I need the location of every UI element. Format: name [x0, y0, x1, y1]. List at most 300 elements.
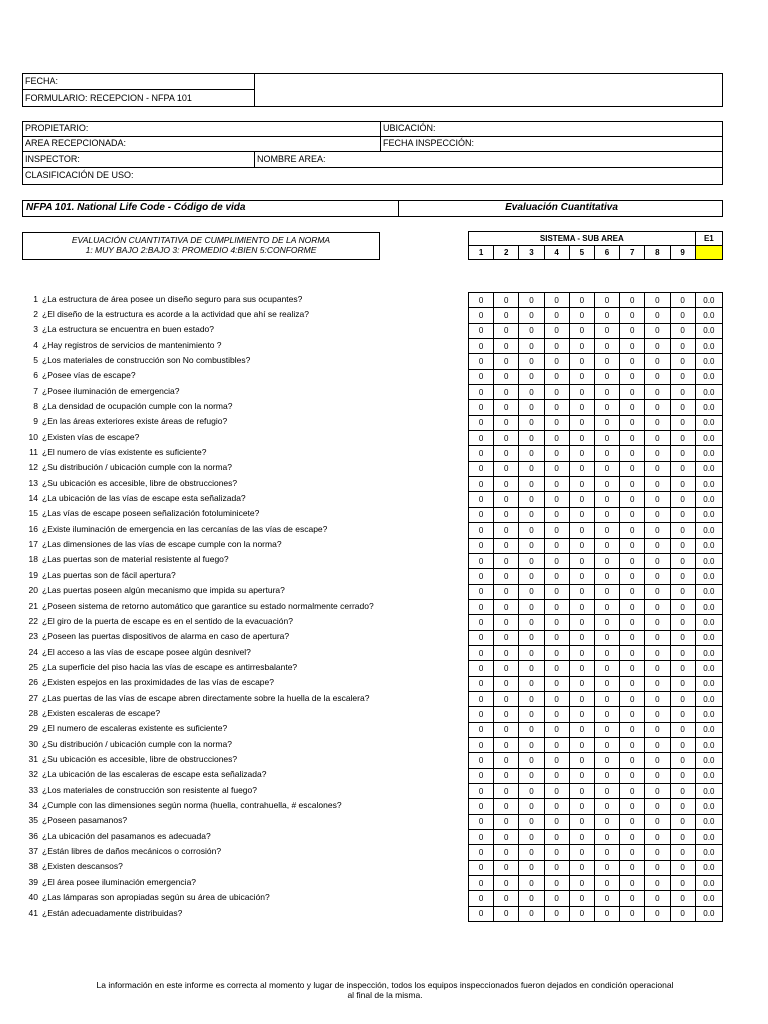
score-cell[interactable]: 0: [645, 308, 670, 323]
score-cell[interactable]: 0: [544, 477, 569, 492]
score-cell[interactable]: 0: [569, 308, 594, 323]
score-cell[interactable]: 0: [494, 814, 519, 829]
score-cell[interactable]: 0: [519, 891, 544, 906]
score-cell[interactable]: 0: [469, 845, 494, 860]
score-cell[interactable]: 0: [544, 845, 569, 860]
score-cell[interactable]: 0: [569, 599, 594, 614]
score-cell[interactable]: 0: [569, 323, 594, 338]
score-cell[interactable]: 0: [594, 584, 619, 599]
score-cell[interactable]: 0: [645, 691, 670, 706]
score-cell[interactable]: 0: [670, 569, 695, 584]
score-cell[interactable]: 0: [594, 676, 619, 691]
score-cell[interactable]: 0: [645, 385, 670, 400]
score-cell[interactable]: 0: [645, 722, 670, 737]
score-cell[interactable]: 0: [645, 415, 670, 430]
score-cell[interactable]: 0: [594, 615, 619, 630]
score-cell[interactable]: 0: [544, 876, 569, 891]
score-cell[interactable]: 0: [469, 630, 494, 645]
score-cell[interactable]: 0: [620, 891, 645, 906]
score-cell[interactable]: 0: [469, 369, 494, 384]
score-cell[interactable]: 0: [569, 784, 594, 799]
score-cell[interactable]: 0: [494, 323, 519, 338]
score-cell[interactable]: 0: [494, 308, 519, 323]
score-cell[interactable]: 0: [645, 707, 670, 722]
score-cell[interactable]: 0: [620, 753, 645, 768]
score-cell[interactable]: 0: [670, 339, 695, 354]
score-cell[interactable]: 0: [519, 860, 544, 875]
score-cell[interactable]: 0: [670, 876, 695, 891]
score-cell[interactable]: 0: [469, 339, 494, 354]
score-cell[interactable]: 0: [620, 722, 645, 737]
score-cell[interactable]: 0: [620, 461, 645, 476]
score-cell[interactable]: 0: [469, 385, 494, 400]
score-cell[interactable]: 0: [670, 308, 695, 323]
score-cell[interactable]: 0: [494, 553, 519, 568]
score-cell[interactable]: 0: [519, 753, 544, 768]
score-cell[interactable]: 0: [494, 599, 519, 614]
score-cell[interactable]: 0: [519, 507, 544, 522]
score-cell[interactable]: 0: [519, 830, 544, 845]
score-cell[interactable]: 0: [544, 415, 569, 430]
score-cell[interactable]: 0: [594, 630, 619, 645]
score-cell[interactable]: 0: [645, 860, 670, 875]
score-cell[interactable]: 0: [594, 523, 619, 538]
score-cell[interactable]: 0: [494, 538, 519, 553]
score-cell[interactable]: 0: [519, 845, 544, 860]
score-cell[interactable]: 0: [645, 676, 670, 691]
score-cell[interactable]: 0: [569, 860, 594, 875]
score-cell[interactable]: 0: [544, 691, 569, 706]
score-cell[interactable]: 0: [519, 645, 544, 660]
score-cell[interactable]: 0: [494, 784, 519, 799]
score-cell[interactable]: 0: [494, 400, 519, 415]
score-cell[interactable]: 0: [620, 661, 645, 676]
score-cell[interactable]: 0: [670, 661, 695, 676]
score-cell[interactable]: 0: [569, 891, 594, 906]
score-cell[interactable]: 0: [494, 799, 519, 814]
score-cell[interactable]: 0: [670, 830, 695, 845]
score-cell[interactable]: 0: [569, 507, 594, 522]
score-cell[interactable]: 0: [494, 691, 519, 706]
score-cell[interactable]: 0: [494, 492, 519, 507]
score-cell[interactable]: 0: [620, 415, 645, 430]
score-cell[interactable]: 0: [620, 523, 645, 538]
score-cell[interactable]: 0: [569, 691, 594, 706]
score-cell[interactable]: 0: [519, 722, 544, 737]
score-cell[interactable]: 0: [594, 860, 619, 875]
score-cell[interactable]: 0: [670, 461, 695, 476]
score-cell[interactable]: 0: [670, 799, 695, 814]
score-cell[interactable]: 0: [594, 737, 619, 752]
score-cell[interactable]: 0: [469, 538, 494, 553]
score-cell[interactable]: 0: [594, 784, 619, 799]
score-cell[interactable]: 0: [494, 385, 519, 400]
score-cell[interactable]: 0: [544, 323, 569, 338]
score-cell[interactable]: 0: [670, 676, 695, 691]
score-cell[interactable]: 0: [494, 446, 519, 461]
score-cell[interactable]: 0: [544, 737, 569, 752]
score-cell[interactable]: 0: [494, 768, 519, 783]
score-cell[interactable]: 0: [494, 507, 519, 522]
score-cell[interactable]: 0: [544, 492, 569, 507]
score-cell[interactable]: 0: [469, 876, 494, 891]
score-cell[interactable]: 0: [494, 477, 519, 492]
score-cell[interactable]: 0: [469, 523, 494, 538]
score-cell[interactable]: 0: [494, 860, 519, 875]
score-cell[interactable]: 0: [620, 553, 645, 568]
score-cell[interactable]: 0: [569, 845, 594, 860]
score-cell[interactable]: 0: [645, 661, 670, 676]
score-cell[interactable]: 0: [594, 293, 619, 308]
score-cell[interactable]: 0: [494, 830, 519, 845]
score-cell[interactable]: 0: [519, 768, 544, 783]
score-cell[interactable]: 0: [594, 461, 619, 476]
score-cell[interactable]: 0: [544, 400, 569, 415]
score-cell[interactable]: 0: [620, 645, 645, 660]
score-cell[interactable]: 0: [494, 584, 519, 599]
score-cell[interactable]: 0: [670, 645, 695, 660]
score-cell[interactable]: 0: [519, 369, 544, 384]
score-cell[interactable]: 0: [494, 431, 519, 446]
score-cell[interactable]: 0: [469, 753, 494, 768]
score-cell[interactable]: 0: [645, 753, 670, 768]
score-cell[interactable]: 0: [494, 737, 519, 752]
score-cell[interactable]: 0: [569, 431, 594, 446]
score-cell[interactable]: 0: [519, 492, 544, 507]
score-cell[interactable]: 0: [569, 400, 594, 415]
score-cell[interactable]: 0: [645, 799, 670, 814]
score-cell[interactable]: 0: [670, 630, 695, 645]
score-cell[interactable]: 0: [594, 707, 619, 722]
score-cell[interactable]: 0: [569, 615, 594, 630]
score-cell[interactable]: 0: [594, 339, 619, 354]
score-cell[interactable]: 0: [469, 293, 494, 308]
score-cell[interactable]: 0: [620, 339, 645, 354]
score-cell[interactable]: 0: [469, 599, 494, 614]
score-cell[interactable]: 0: [469, 323, 494, 338]
score-cell[interactable]: 0: [519, 691, 544, 706]
score-cell[interactable]: 0: [569, 538, 594, 553]
score-cell[interactable]: 0: [494, 906, 519, 921]
score-cell[interactable]: 0: [620, 400, 645, 415]
score-cell[interactable]: 0: [620, 707, 645, 722]
score-cell[interactable]: 0: [519, 906, 544, 921]
score-cell[interactable]: 0: [670, 845, 695, 860]
score-cell[interactable]: 0: [645, 569, 670, 584]
score-cell[interactable]: 0: [469, 737, 494, 752]
score-cell[interactable]: 0: [620, 845, 645, 860]
score-cell[interactable]: 0: [569, 906, 594, 921]
score-cell[interactable]: 0: [469, 830, 494, 845]
score-cell[interactable]: 0: [469, 814, 494, 829]
score-cell[interactable]: 0: [519, 308, 544, 323]
score-cell[interactable]: 0: [494, 293, 519, 308]
score-cell[interactable]: 0: [544, 461, 569, 476]
score-cell[interactable]: 0: [469, 799, 494, 814]
score-cell[interactable]: 0: [620, 369, 645, 384]
score-cell[interactable]: 0: [519, 354, 544, 369]
score-cell[interactable]: 0: [494, 630, 519, 645]
score-cell[interactable]: 0: [494, 661, 519, 676]
score-cell[interactable]: 0: [620, 507, 645, 522]
score-cell[interactable]: 0: [645, 599, 670, 614]
score-cell[interactable]: 0: [620, 584, 645, 599]
score-cell[interactable]: 0: [544, 385, 569, 400]
score-cell[interactable]: 0: [569, 876, 594, 891]
score-cell[interactable]: 0: [494, 753, 519, 768]
score-cell[interactable]: 0: [494, 339, 519, 354]
score-cell[interactable]: 0: [519, 784, 544, 799]
score-cell[interactable]: 0: [645, 630, 670, 645]
score-cell[interactable]: 0: [569, 707, 594, 722]
score-cell[interactable]: 0: [670, 385, 695, 400]
score-cell[interactable]: 0: [469, 584, 494, 599]
score-cell[interactable]: 0: [469, 507, 494, 522]
score-cell[interactable]: 0: [544, 753, 569, 768]
score-cell[interactable]: 0: [569, 446, 594, 461]
score-cell[interactable]: 0: [645, 538, 670, 553]
score-cell[interactable]: 0: [670, 431, 695, 446]
score-cell[interactable]: 0: [469, 615, 494, 630]
score-cell[interactable]: 0: [569, 293, 594, 308]
score-cell[interactable]: 0: [569, 676, 594, 691]
score-cell[interactable]: 0: [569, 523, 594, 538]
score-cell[interactable]: 0: [494, 523, 519, 538]
score-cell[interactable]: 0: [670, 553, 695, 568]
score-cell[interactable]: 0: [645, 584, 670, 599]
score-cell[interactable]: 0: [544, 615, 569, 630]
score-cell[interactable]: 0: [594, 415, 619, 430]
score-cell[interactable]: 0: [620, 477, 645, 492]
score-cell[interactable]: 0: [569, 477, 594, 492]
score-cell[interactable]: 0: [494, 722, 519, 737]
score-cell[interactable]: 0: [670, 400, 695, 415]
score-cell[interactable]: 0: [569, 354, 594, 369]
score-cell[interactable]: 0: [544, 768, 569, 783]
score-cell[interactable]: 0: [569, 415, 594, 430]
score-cell[interactable]: 0: [670, 538, 695, 553]
score-cell[interactable]: 0: [670, 891, 695, 906]
score-cell[interactable]: 0: [569, 584, 594, 599]
score-cell[interactable]: 0: [670, 415, 695, 430]
score-cell[interactable]: 0: [645, 768, 670, 783]
score-cell[interactable]: 0: [544, 599, 569, 614]
score-cell[interactable]: 0: [670, 584, 695, 599]
score-cell[interactable]: 0: [544, 569, 569, 584]
score-cell[interactable]: 0: [645, 339, 670, 354]
score-cell[interactable]: 0: [494, 845, 519, 860]
score-cell[interactable]: 0: [620, 830, 645, 845]
score-cell[interactable]: 0: [670, 369, 695, 384]
score-cell[interactable]: 0: [544, 630, 569, 645]
score-cell[interactable]: 0: [519, 876, 544, 891]
score-cell[interactable]: 0: [670, 691, 695, 706]
score-cell[interactable]: 0: [594, 569, 619, 584]
score-cell[interactable]: 0: [469, 691, 494, 706]
score-cell[interactable]: 0: [544, 799, 569, 814]
score-cell[interactable]: 0: [594, 691, 619, 706]
score-cell[interactable]: 0: [519, 400, 544, 415]
score-cell[interactable]: 0: [494, 354, 519, 369]
score-cell[interactable]: 0: [670, 768, 695, 783]
score-cell[interactable]: 0: [494, 707, 519, 722]
score-cell[interactable]: 0: [620, 308, 645, 323]
score-cell[interactable]: 0: [519, 446, 544, 461]
score-cell[interactable]: 0: [670, 477, 695, 492]
score-cell[interactable]: 0: [620, 385, 645, 400]
score-cell[interactable]: 0: [594, 369, 619, 384]
score-cell[interactable]: 0: [670, 906, 695, 921]
score-cell[interactable]: 0: [544, 891, 569, 906]
score-cell[interactable]: 0: [670, 492, 695, 507]
score-cell[interactable]: 0: [670, 323, 695, 338]
score-cell[interactable]: 0: [519, 615, 544, 630]
score-cell[interactable]: 0: [594, 876, 619, 891]
score-cell[interactable]: 0: [620, 431, 645, 446]
score-cell[interactable]: 0: [544, 784, 569, 799]
score-cell[interactable]: 0: [469, 768, 494, 783]
score-cell[interactable]: 0: [670, 523, 695, 538]
score-cell[interactable]: 0: [469, 661, 494, 676]
score-cell[interactable]: 0: [519, 523, 544, 538]
score-cell[interactable]: 0: [544, 814, 569, 829]
score-cell[interactable]: 0: [645, 492, 670, 507]
score-cell[interactable]: 0: [469, 784, 494, 799]
score-cell[interactable]: 0: [544, 431, 569, 446]
score-cell[interactable]: 0: [544, 308, 569, 323]
score-cell[interactable]: 0: [519, 814, 544, 829]
score-cell[interactable]: 0: [645, 615, 670, 630]
score-cell[interactable]: 0: [519, 737, 544, 752]
score-cell[interactable]: 0: [594, 507, 619, 522]
score-cell[interactable]: 0: [469, 415, 494, 430]
score-cell[interactable]: 0: [670, 722, 695, 737]
score-cell[interactable]: 0: [569, 814, 594, 829]
score-cell[interactable]: 0: [670, 615, 695, 630]
score-cell[interactable]: 0: [645, 891, 670, 906]
score-cell[interactable]: 0: [469, 569, 494, 584]
score-cell[interactable]: 0: [620, 492, 645, 507]
score-cell[interactable]: 0: [469, 860, 494, 875]
score-cell[interactable]: 0: [569, 630, 594, 645]
score-cell[interactable]: 0: [645, 845, 670, 860]
score-cell[interactable]: 0: [544, 446, 569, 461]
score-cell[interactable]: 0: [519, 323, 544, 338]
score-cell[interactable]: 0: [544, 538, 569, 553]
score-cell[interactable]: 0: [620, 615, 645, 630]
score-cell[interactable]: 0: [519, 584, 544, 599]
score-cell[interactable]: 0: [670, 446, 695, 461]
score-cell[interactable]: 0: [594, 830, 619, 845]
score-cell[interactable]: 0: [494, 569, 519, 584]
score-cell[interactable]: 0: [645, 814, 670, 829]
score-cell[interactable]: 0: [494, 676, 519, 691]
score-cell[interactable]: 0: [620, 538, 645, 553]
score-cell[interactable]: 0: [645, 523, 670, 538]
score-cell[interactable]: 0: [469, 722, 494, 737]
score-cell[interactable]: 0: [519, 676, 544, 691]
score-cell[interactable]: 0: [519, 477, 544, 492]
score-cell[interactable]: 0: [544, 354, 569, 369]
score-cell[interactable]: 0: [645, 507, 670, 522]
score-cell[interactable]: 0: [494, 891, 519, 906]
score-cell[interactable]: 0: [469, 461, 494, 476]
score-cell[interactable]: 0: [620, 599, 645, 614]
score-cell[interactable]: 0: [670, 293, 695, 308]
score-cell[interactable]: 0: [645, 906, 670, 921]
score-cell[interactable]: 0: [569, 369, 594, 384]
score-cell[interactable]: 0: [519, 661, 544, 676]
score-cell[interactable]: 0: [620, 630, 645, 645]
score-cell[interactable]: 0: [594, 308, 619, 323]
score-cell[interactable]: 0: [620, 876, 645, 891]
score-cell[interactable]: 0: [544, 293, 569, 308]
score-cell[interactable]: 0: [569, 830, 594, 845]
score-cell[interactable]: 0: [469, 906, 494, 921]
score-cell[interactable]: 0: [544, 830, 569, 845]
score-cell[interactable]: 0: [670, 507, 695, 522]
score-cell[interactable]: 0: [670, 354, 695, 369]
score-cell[interactable]: 0: [519, 553, 544, 568]
score-cell[interactable]: 0: [594, 431, 619, 446]
score-cell[interactable]: 0: [544, 584, 569, 599]
score-cell[interactable]: 0: [645, 737, 670, 752]
score-cell[interactable]: 0: [544, 507, 569, 522]
score-cell[interactable]: 0: [620, 446, 645, 461]
score-cell[interactable]: 0: [670, 784, 695, 799]
score-cell[interactable]: 0: [620, 569, 645, 584]
score-cell[interactable]: 0: [569, 569, 594, 584]
score-cell[interactable]: 0: [494, 876, 519, 891]
score-cell[interactable]: 0: [569, 461, 594, 476]
score-cell[interactable]: 0: [569, 722, 594, 737]
score-cell[interactable]: 0: [645, 876, 670, 891]
score-cell[interactable]: 0: [645, 645, 670, 660]
score-cell[interactable]: 0: [594, 799, 619, 814]
score-cell[interactable]: 0: [620, 293, 645, 308]
score-cell[interactable]: 0: [544, 860, 569, 875]
score-cell[interactable]: 0: [569, 339, 594, 354]
score-cell[interactable]: 0: [594, 753, 619, 768]
score-cell[interactable]: 0: [620, 676, 645, 691]
score-cell[interactable]: 0: [469, 492, 494, 507]
score-cell[interactable]: 0: [544, 722, 569, 737]
score-cell[interactable]: 0: [519, 630, 544, 645]
score-cell[interactable]: 0: [469, 891, 494, 906]
score-cell[interactable]: 0: [594, 768, 619, 783]
score-cell[interactable]: 0: [670, 860, 695, 875]
score-cell[interactable]: 0: [569, 768, 594, 783]
score-cell[interactable]: 0: [594, 446, 619, 461]
score-cell[interactable]: 0: [519, 431, 544, 446]
score-cell[interactable]: 0: [494, 415, 519, 430]
score-cell[interactable]: 0: [569, 492, 594, 507]
score-cell[interactable]: 0: [519, 339, 544, 354]
score-cell[interactable]: 0: [594, 354, 619, 369]
score-cell[interactable]: 0: [670, 737, 695, 752]
score-cell[interactable]: 0: [469, 308, 494, 323]
score-cell[interactable]: 0: [544, 661, 569, 676]
score-cell[interactable]: 0: [469, 354, 494, 369]
score-cell[interactable]: 0: [519, 799, 544, 814]
score-cell[interactable]: 0: [645, 293, 670, 308]
score-cell[interactable]: 0: [594, 599, 619, 614]
score-cell[interactable]: 0: [494, 461, 519, 476]
score-cell[interactable]: 0: [544, 369, 569, 384]
score-cell[interactable]: 0: [645, 431, 670, 446]
score-cell[interactable]: 0: [569, 553, 594, 568]
score-cell[interactable]: 0: [594, 661, 619, 676]
